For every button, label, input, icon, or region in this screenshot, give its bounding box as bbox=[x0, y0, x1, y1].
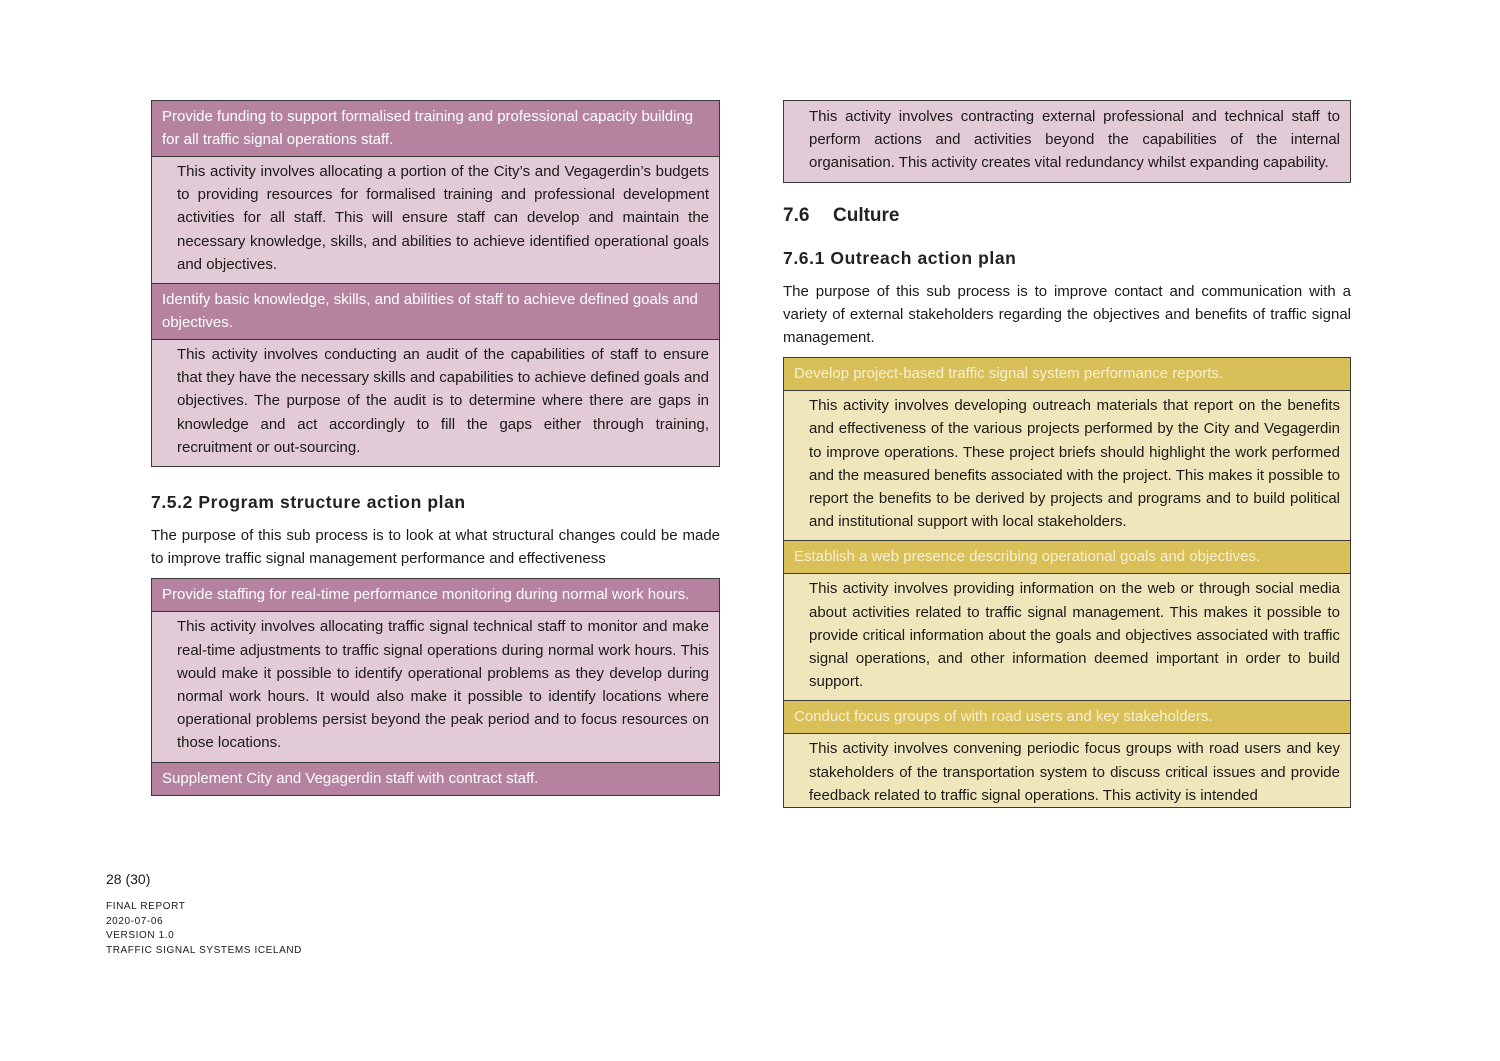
report-type: FINAL REPORT bbox=[106, 901, 186, 912]
organisation-name: TRAFFIC SIGNAL SYSTEMS ICELAND bbox=[106, 944, 302, 956]
table-row-heading: Provide staffing for real-time performance monitoring during normal work hours. bbox=[152, 579, 719, 611]
report-date: 2020-07-06 bbox=[106, 915, 164, 927]
section-intro-7-6-1: The purpose of this sub process is to improve contact and communication with a variety of external stakeholders regarding the objectives and benefits of traffic signal management. bbox=[783, 282, 1351, 347]
table-row-heading: Identify basic knowledge, skills, and abilities of staff to achieve defined goals and objectives. bbox=[152, 283, 719, 339]
section-number: 7.6 bbox=[783, 204, 810, 226]
report-version: VERSION 1.0 bbox=[106, 930, 175, 941]
table-row-description: This activity involves developing outreach materials that report on the benefits and effectiveness of the various projects performed by the City and Vegagerdin to improve operations. These project briefs should highlight the work performed and the measured benefits associated with the project. This makes it possible to report the benefits to be derived by projects and programs and to build political and institutional support with local stakeholders. bbox=[784, 390, 1350, 540]
structure-action-table bbox=[151, 578, 720, 795]
right-column bbox=[783, 100, 1351, 808]
table-row-heading: Provide funding to support formalised training and professional capacity building for all traffic signal operations staff. bbox=[152, 101, 719, 156]
table-row-description: This activity involves providing information on the web or through social media about activities related to traffic signal management. This makes it possible to provide critical information about the goals and objectives associated with traffic signal operations, and other information deemed important in order to build support. bbox=[784, 573, 1350, 700]
section-heading-7-6-1: 7.6.1 Outreach action plan bbox=[783, 247, 1017, 268]
training-action-table bbox=[151, 100, 720, 467]
table-row-description: This activity involves allocating traffic signal technical staff to monitor and make real-time adjustments to traffic signal operations during normal work hours. This would make it possible to identify operational problems as they develop during normal work hours. It would also make it possible to identify locations where operational problems persist beyond the peak period and to focus resources on those locations. bbox=[152, 611, 719, 761]
table-row-description: This activity involves allocating a portion of the City’s and Vegagerdin’s budgets to providing resources for formalised training and professional development activities for all staff. This will ensure staff can develop and maintain the necessary knowledge, skills, and abilities to achieve identified operational goals and objectives. bbox=[152, 156, 719, 283]
section-title: Culture bbox=[833, 204, 900, 226]
page-number: 28 (30) bbox=[106, 871, 151, 887]
table-row-heading: Establish a web presence describing operational goals and objectives. bbox=[784, 540, 1350, 573]
contract-staff-table bbox=[783, 100, 1351, 183]
table-row-description: This activity involves contracting external professional and technical staff to perform actions and activities beyond the capabilities of the internal organisation. This activity creates vital redundancy whilst expanding capability. bbox=[784, 101, 1350, 182]
table-row-description: This activity involves convening periodic focus groups with road users and key stakeholders of the transportation system to discuss critical issues and provide feedback related to traffic signal operations. This activity is intended bbox=[784, 733, 1350, 807]
table-row-heading: Develop project-based traffic signal system performance reports. bbox=[784, 358, 1350, 390]
table-row-heading: Supplement City and Vegagerdin staff with contract staff. bbox=[152, 762, 719, 795]
section-heading-7-6 bbox=[783, 205, 1351, 227]
table-row-heading: Conduct focus groups of with road users and key stakeholders. bbox=[784, 700, 1350, 733]
table-row-description: This activity involves conducting an audit of the capabilities of staff to ensure that they have the necessary skills and capabilities to achieve defined goals and objectives. The purpose of the audit is to determine where there are gaps in knowledge and act accordingly to fill the gaps either through training, recruitment or out-sourcing. bbox=[152, 339, 719, 466]
section-heading-7-5-2: 7.5.2 Program structure action plan bbox=[151, 492, 466, 513]
section-intro-7-5-2: The purpose of this sub process is to look at what structural changes could be made to improve traffic signal management performance and effectiveness bbox=[151, 527, 720, 568]
outreach-action-table bbox=[783, 357, 1351, 808]
left-column bbox=[151, 100, 720, 796]
page-footer bbox=[106, 871, 302, 958]
